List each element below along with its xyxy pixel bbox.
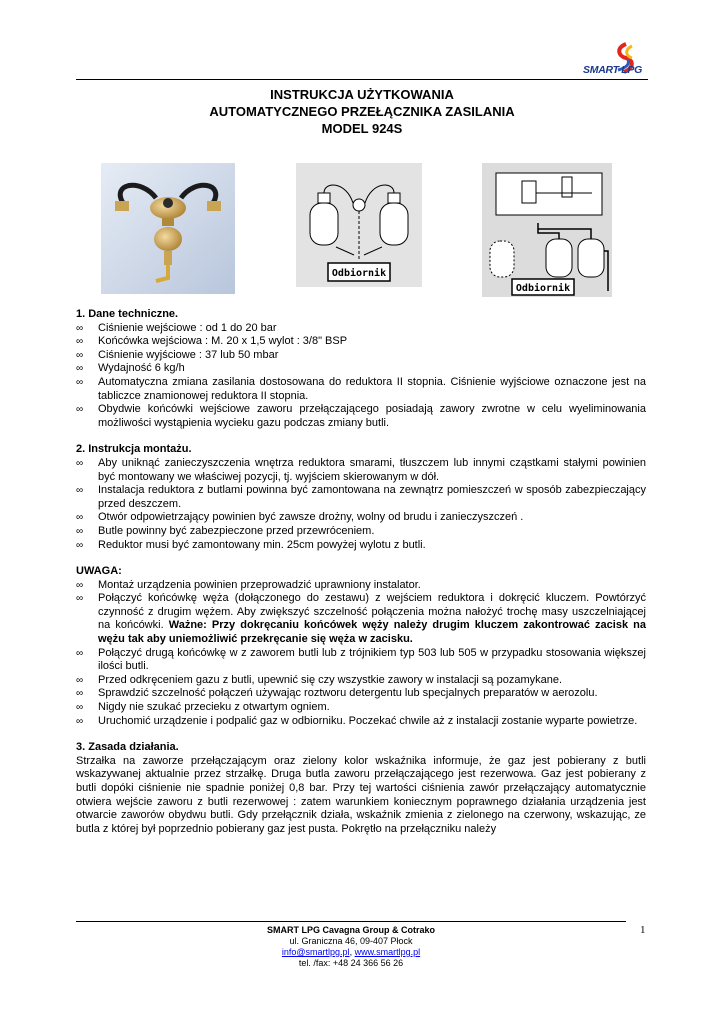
uwaga-heading: UWAGA: bbox=[76, 565, 122, 578]
footer-separator: , bbox=[349, 947, 355, 957]
list-item: ∞ Ciśnienie wejściowe : od 1 do 20 bar bbox=[76, 322, 646, 336]
title-line-2: AUTOMATYCZNEGO PRZEŁĄCZNIKA ZASILANIA bbox=[209, 104, 515, 119]
section1-heading: 1. Dane techniczne. bbox=[76, 308, 179, 320]
important-note: Ważne: Przy dokręcaniu końcówek węży należy drugim kluczem zakontrować zacisk na wężu tak aby uniemożliwić przekręcanie się węża w zacisku. bbox=[98, 619, 646, 646]
header-divider bbox=[76, 79, 648, 80]
list-item: ∞ Przed odkręceniem gazu z butli, upewnić się czy wszystkie zawory w instalacji są pozamykane. bbox=[76, 674, 646, 688]
list-item: ∞ Sprawdzić szczelność połączeń używając roztworu detergentu lub specjalnych preparatów w aerozolu. bbox=[76, 687, 646, 701]
email-link[interactable]: info@smartlpg.pl bbox=[281, 947, 350, 957]
footer-divider bbox=[76, 921, 626, 922]
list-item: ∞ Końcówka wejściowa : M. 20 x 1,5 wylot : 3/8" BSP bbox=[76, 335, 646, 349]
footer-company: SMART LPG Cavagna Group & Cotrako bbox=[266, 925, 436, 935]
list-item: ∞ Reduktor musi być zamontowany min. 25cm powyżej wylotu z butli. bbox=[76, 539, 646, 553]
section-installation bbox=[76, 443, 646, 552]
section-warning bbox=[76, 565, 646, 728]
page-number: 1 bbox=[640, 924, 646, 936]
logo-text: SMART LPG bbox=[583, 64, 642, 76]
section-technical-data bbox=[76, 308, 646, 430]
section3-heading: 3. Zasada działania. bbox=[76, 741, 179, 754]
list-item: ∞ Uruchomić urządzenie i podpalić gaz w odbiorniku. Poczekać chwile aż z instalacji zostanie wyparte powietrze. bbox=[76, 715, 646, 729]
website-link[interactable]: www.smartlpg.pl bbox=[354, 947, 421, 957]
list-item: ∞ Montaż urządzenia powinien przeprowadzić uprawniony instalator. bbox=[76, 579, 646, 593]
title-line-3: MODEL 924S bbox=[321, 121, 403, 136]
list-item: ∞ Połączyć drugą końcówkę w z zaworem butli lub z trójnikiem typ 503 lub 505 w przypadku stosowania większej ilości butli. bbox=[76, 647, 646, 674]
document-title bbox=[76, 86, 648, 137]
title-line-1: INSTRUKCJA UŻYTKOWANIA bbox=[270, 87, 454, 102]
list-item: ∞ Obydwie końcówki wejściowe zaworu przełączającego posiadają zawory zwrotne w celu wyeliminowania możliwości wystąpienia wycieku gazu podczas zmiany butli. bbox=[76, 403, 646, 430]
installation-diagram-1 bbox=[296, 163, 422, 287]
list-item: ∞ Aby uniknąć zanieczyszczenia wnętrza reduktora smarami, tłuszczem lub innymi cząstkami stałymi powinien być montowany we właściwej pozycji, tj. wyjściem skierowanym w dół. bbox=[76, 457, 646, 484]
list-item: ∞ Butle powinny być zabezpieczone przed przewróceniem. bbox=[76, 525, 646, 539]
product-photo bbox=[101, 163, 235, 294]
footer bbox=[76, 925, 626, 969]
list-item: ∞ Ciśnienie wyjściowe : 37 lub 50 mbar bbox=[76, 349, 646, 363]
list-item: ∞ Automatyczna zmiana zasilania dostosowana do reduktora II stopnia. Ciśnienie wyjściowe oznaczone jest na tabliczce znamionowej reduktora II stopnia. bbox=[76, 376, 646, 403]
list-item-text: Połączyć końcówkę węża (dołączonego do zestawu) z wejściem reduktora i dokręcić kluczem. Powtórzyć czynność z drugim wężem. Aby zwiększyć szczelność połączenia można nałożyć trochę masy uszczelniającej na końcówki. bbox=[98, 592, 646, 632]
section3-text: Strzałka na zaworze przełączającym oraz zielony kolor wskaźnika informuje, że gaz jest pobierany z butli wskazywanej aktualnie przez strzałkę. Druga butla zaworu przełączającego jest rezerwowa. Gaz jest pobierany z butli dopóki ciśnienie nie spadnie poniżej 0,8 bar. Przy tej wartości ciśnienia zawór przełączający automatycznie otwiera wejście zaworu z butli rezerwowej : zatem warunkiem koniecznym poprawnego działania urządzenia jest otwarcie zaworów obydwu butli. Gdy przełącznik działa, wskaźnik zmienia z zielonego na czerwony, wskazując, ze butla z której był poprzednio pobierany gaz jest pusta. Pokrętło na przełączniku należy bbox=[76, 754, 646, 835]
footer-phone: tel. /fax: +48 24 366 56 26 bbox=[298, 958, 404, 968]
list-item: ∞ Otwór odpowietrzający powinien być zawsze drożny, wolny od brudu i zanieczyszczeń . bbox=[76, 511, 646, 525]
smart-lpg-logo bbox=[556, 40, 648, 80]
list-item: ∞ Wydajność 6 kg/h bbox=[76, 362, 646, 376]
diagram2-label: Odbiornik bbox=[515, 283, 571, 294]
footer-address: ul. Graniczna 46, 09-407 Płock bbox=[289, 936, 413, 946]
document-body bbox=[76, 308, 646, 836]
installation-diagram-2 bbox=[482, 163, 612, 297]
footer-contacts bbox=[76, 947, 626, 958]
section2-heading: 2. Instrukcja montażu. bbox=[76, 443, 192, 456]
list-item bbox=[76, 592, 646, 646]
list-item: ∞ Nigdy nie szukać przecieku z otwartym ogniem. bbox=[76, 701, 646, 715]
list-item: ∞ Instalacja reduktora z butlami powinna być zamontowana na zewnątrz pomieszczeń w sposób zabezpieczający przed deszczem. bbox=[76, 484, 646, 511]
diagram1-label: Odbiornik bbox=[331, 268, 387, 279]
section-operating-principle bbox=[76, 741, 646, 836]
